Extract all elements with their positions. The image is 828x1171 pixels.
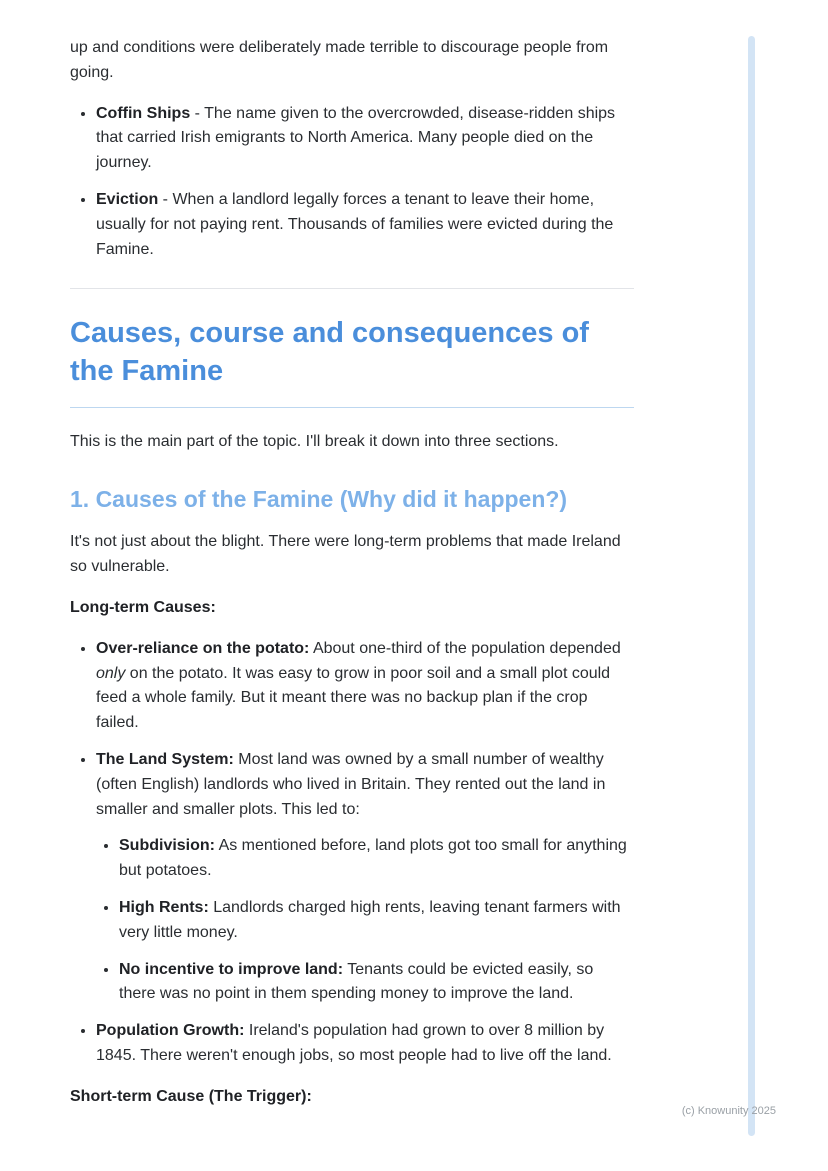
- term-bold: Population Growth:: [96, 1022, 245, 1040]
- term-desc: on the potato. It was easy to grow in poor soil and a small plot could feed a whole family. But it meant there was no backup plan if the crop failed.: [96, 664, 611, 732]
- term-desc: About one-third of the population depended: [309, 639, 621, 657]
- term-desc: Tenants could be evicted easily, so there was no point in them spending money to improve the land.: [119, 960, 594, 1003]
- term-bold: Subdivision:: [119, 837, 215, 855]
- section-heading: Causes, course and consequences of the Famine: [70, 315, 634, 407]
- section-divider: [70, 288, 634, 289]
- list-item: [96, 637, 634, 736]
- glossary-list: [70, 102, 634, 263]
- term-desc: Landlords charged high rents, leaving tenant farmers with very little money.: [119, 899, 621, 941]
- watermark: (c) Knowunity 2025: [681, 1105, 776, 1117]
- term-desc: - When a landlord legally forces a tenant to leave their home, usually for not paying rent. Thousands of families were evicted during the Famine.: [96, 190, 614, 258]
- term-bold: No incentive to improve land:: [119, 960, 344, 978]
- term-bold: High Rents:: [119, 899, 209, 916]
- term-bold: Coffin Ships: [96, 104, 191, 122]
- list-item: [96, 1019, 634, 1069]
- shortterm-cause-label: Short-term Cause (The Trigger):: [70, 1087, 312, 1105]
- term-bold: The Land System:: [96, 751, 234, 769]
- term-bold: Over-reliance on the potato:: [96, 639, 310, 657]
- longterm-causes-label: Long-term Causes:: [70, 599, 216, 617]
- subsection-intro: It's not just about the blight. There were long-term problems that made Ireland so vulnerable.: [70, 533, 621, 576]
- term-desc: - The name given to the overcrowded, disease-ridden ships that carried Irish emigrants to North America. Many people died on the journey.: [96, 104, 616, 172]
- term-desc: Ireland's population had grown to over 8 million by 1845. There weren't enough jobs, so most people had to live off the land.: [96, 1022, 612, 1064]
- list-item: [96, 102, 634, 176]
- list-item: [119, 834, 634, 884]
- land-system-sublist: [96, 834, 634, 1007]
- paragraph-continuation: [70, 36, 634, 86]
- subsection-heading: 1. Causes of the Famine (Why did it happen?): [70, 485, 568, 512]
- list-item: [96, 188, 634, 262]
- list-item: [119, 896, 634, 946]
- document-content: [70, 36, 634, 1126]
- list-item: [119, 958, 634, 1008]
- term-desc: Most land was owned by a small number of wealthy (often English) landlords who lived in Britain. They rented out the land in smaller and smaller plots. This led to:: [96, 751, 606, 818]
- causes-list: [70, 637, 634, 1069]
- scrollbar-track[interactable]: [748, 36, 755, 1136]
- list-item: [96, 748, 634, 1007]
- term-bold: Eviction: [96, 190, 159, 208]
- emphasized-word: only: [96, 664, 126, 682]
- paragraph-text: up and conditions were deliberately made terrible to discourage people from going.: [70, 39, 609, 81]
- section-intro: This is the main part of the topic. I'll break it down into three sections.: [70, 432, 559, 450]
- term-desc: As mentioned before, land plots got too small for anything but potatoes.: [119, 837, 627, 880]
